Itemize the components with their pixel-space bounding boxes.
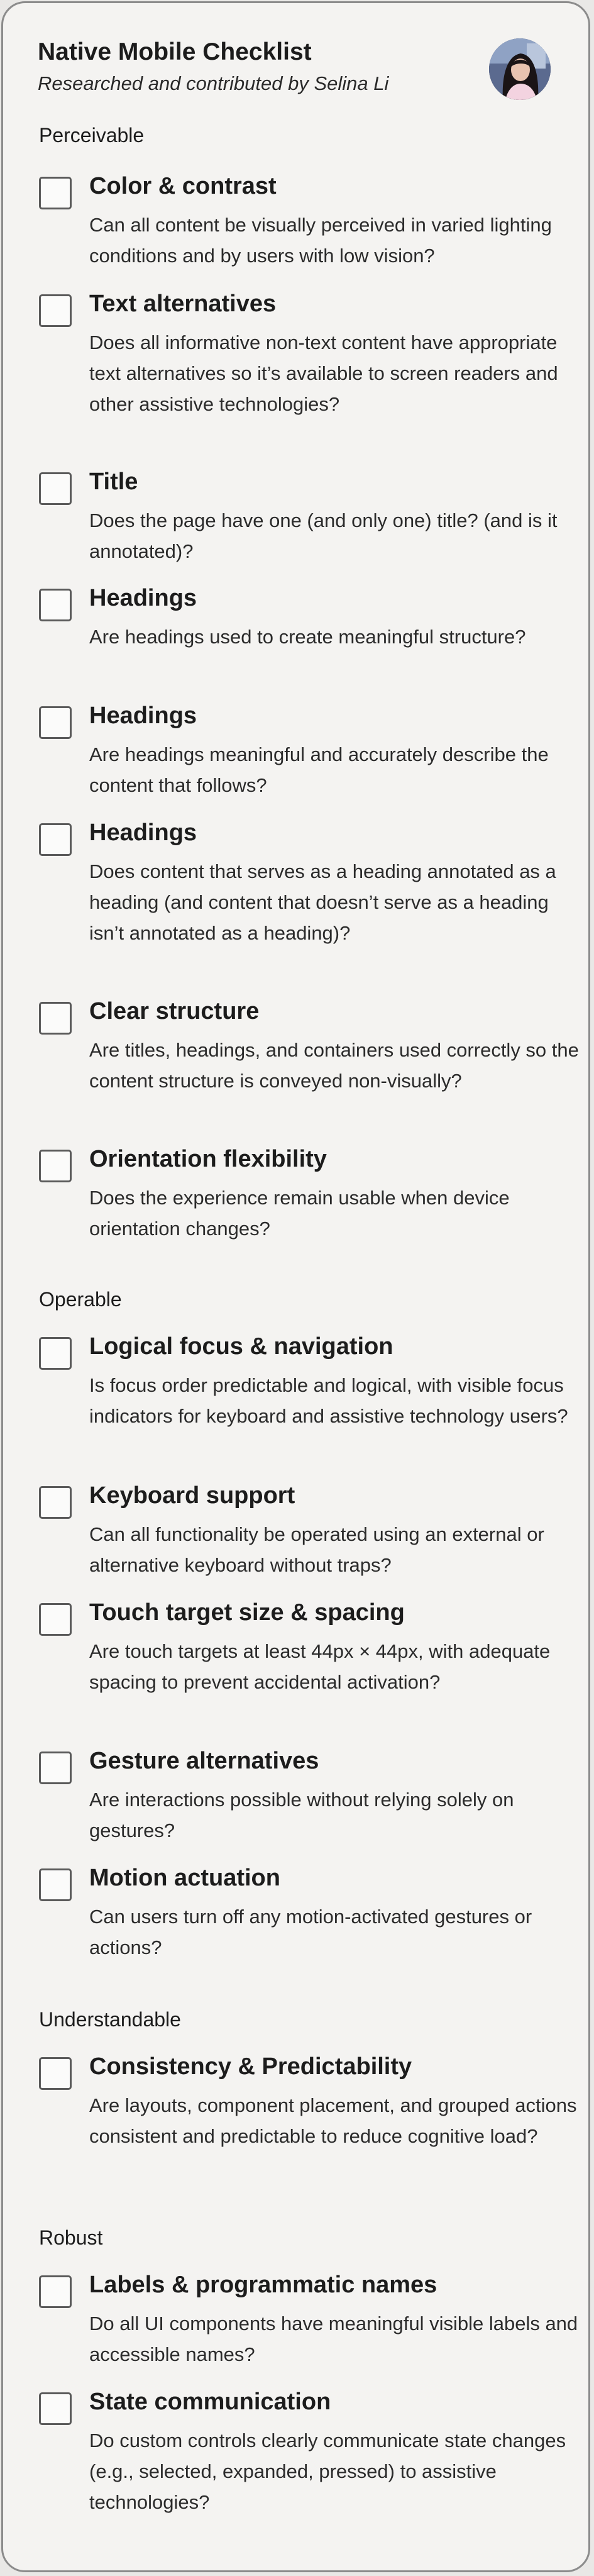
checkbox[interactable] [39,1752,72,1784]
checkbox[interactable] [39,1337,72,1370]
item-description: Are interactions possible without relying solely on gestures? [89,1789,514,1841]
item-description: Are layouts, component placement, and grouped actions consistent and predictable to reduce cognitive load? [89,2094,577,2147]
item-description: Are titles, headings, and containers used correctly so the content structure is conveyed non-visually? [89,1039,579,1092]
item-description: Is focus order predictable and logical, with visible focus indicators for keyboard and assistive technology users? [89,1374,568,1427]
item-description: Do all UI components have meaningful visible labels and accessible names? [89,2312,578,2365]
item-title: Headings [89,585,197,611]
item-title: Motion actuation [89,1865,280,1891]
item-title: Touch target size & spacing [89,1599,405,1626]
item-title: Clear structure [89,998,260,1024]
item-description: Does the experience remain usable when device orientation changes? [89,1187,510,1240]
section-title-perceivable: Perceivable [39,124,145,147]
item-description: Can all content be visually perceived in varied lighting conditions and by users with low vision? [89,214,552,267]
checkbox[interactable] [39,1868,72,1901]
checkbox[interactable] [39,2275,72,2308]
checkbox[interactable] [39,2392,72,2425]
item-title: Color & contrast [89,173,277,199]
item-title: Consistency & Predictability [89,2053,412,2080]
checkbox[interactable] [39,706,72,739]
checklist-card [1,1,590,2572]
item-description: Are touch targets at least 44px × 44px, with adequate spacing to prevent accidental activation? [89,1640,551,1693]
checkbox[interactable] [39,1002,72,1035]
item-description: Are headings meaningful and accurately describe the content that follows? [89,743,549,796]
section-title-understandable: Understandable [39,2008,181,2031]
item-description: Are headings used to create meaningful structure? [89,626,526,648]
item-description: Does content that serves as a heading annotated as a heading (and content that doesn’t serve as a heading isn’t annotated as a heading)? [89,860,556,944]
item-title: Orientation flexibility [89,1146,327,1172]
checkbox[interactable] [39,1603,72,1636]
section-title-robust: Robust [39,2226,103,2249]
item-title: Title [89,469,138,495]
page-title: Native Mobile Checklist [38,38,312,65]
checkbox[interactable] [39,2057,72,2090]
profile-photo-icon [489,38,551,100]
item-description: Does the page have one (and only one) title? (and is it annotated)? [89,509,558,562]
item-description: Can users turn off any motion-activated gestures or actions? [89,1906,532,1958]
item-title: Headings [89,702,197,729]
section-title-operable: Operable [39,1288,122,1311]
checkbox[interactable] [39,823,72,856]
checkbox[interactable] [39,294,72,327]
item-description: Can all functionality be operated using an external or alternative keyboard without traps? [89,1523,544,1576]
avatar [489,38,551,100]
item-title: State communication [89,2389,331,2415]
item-title: Gesture alternatives [89,1748,319,1774]
checkbox[interactable] [39,1486,72,1519]
checkbox[interactable] [39,472,72,505]
checkbox[interactable] [39,177,72,209]
page-subtitle: Researched and contributed by Selina Li [38,72,389,94]
item-description: Do custom controls clearly communicate state changes (e.g., selected, expanded, pressed) to assistive technologies? [89,2429,566,2513]
item-title: Labels & programmatic names [89,2272,437,2298]
item-title: Logical focus & navigation [89,1333,393,1360]
item-title: Keyboard support [89,1482,295,1509]
item-title: Text alternatives [89,291,277,317]
checkbox[interactable] [39,589,72,621]
item-description: Does all informative non-text content have appropriate text alternatives so it’s available to screen readers and other assistive technologies? [89,331,558,415]
checkbox[interactable] [39,1150,72,1182]
item-title: Headings [89,819,197,846]
header [38,38,563,108]
